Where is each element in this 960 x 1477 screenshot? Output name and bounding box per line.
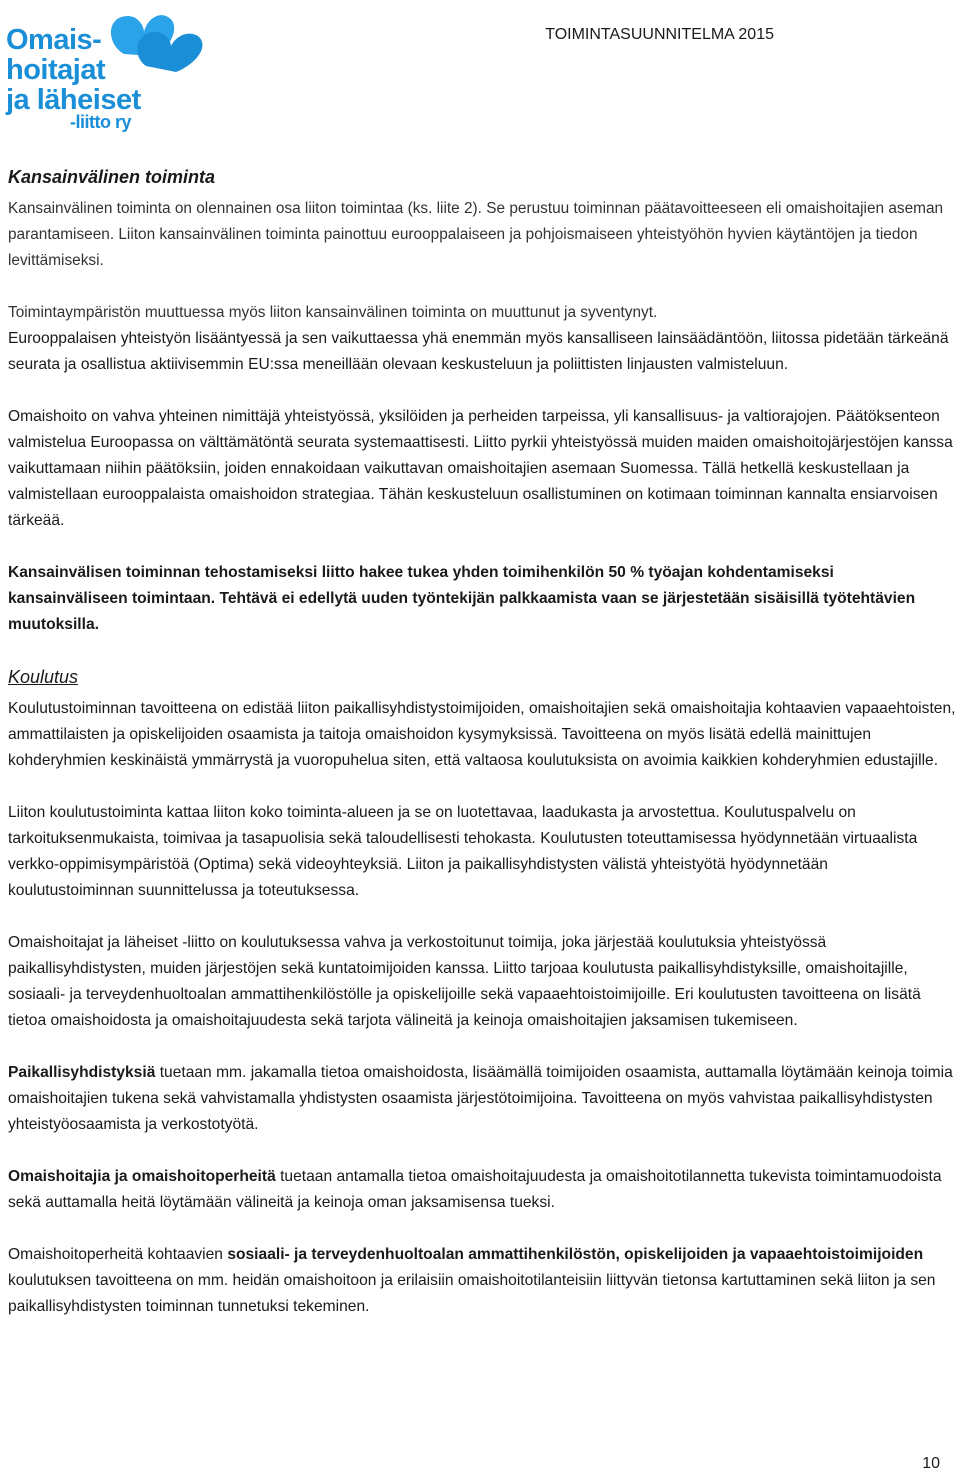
document-title: TOIMINTASUUNNITELMA 2015 (545, 26, 774, 43)
emphasis: Paikallisyhdistyksiä (8, 1064, 156, 1081)
paragraph (8, 1164, 956, 1216)
paragraph: Omaishoitajat ja läheiset -liitto on koulutuksessa vahva ja verkostoitunut toimija, joka järjestää koulutuksia yhteistyössä paikallisyhdistysten, muiden järjestöjen sekä kuntatoimijoiden kanssa. Liitto tarjoaa koulutusta paikallisyhdistyksille, omaishoitajille, sosiaali- ja terveydenhuoltoalan ammattihenkilöstölle ja opiskelijoille sekä vapaaehtoistoimijoille. Eri koulutusten tavoitteena on lisätä tietoa omaishoidosta ja omaishoitajuudesta sekä tarjota välineitä ja keinoja omaishoitajien jaksamisen tukemiseen. (8, 934, 921, 1029)
emphasis: sosiaali- ja terveydenhuoltoalan ammattihenkilöstön, opiskelijoiden ja vapaaehtoistoimijoiden (227, 1246, 924, 1263)
paragraph: Toimintaympäristön muuttuessa myös liiton kansainvälinen toiminta on muuttunut ja syventynyt. (8, 304, 658, 321)
paragraph: Kansainvälinen toiminta on olennainen osa liiton toimintaa (ks. liite 2). Se perustuu toiminnan päätavoitteeseen eli omaishoitajien aseman parantamiseen. Liiton kansainvälinen toiminta painottuu eurooppalaiseen ja pohjoismaiseen yhteistyöhön hyvien käytäntöjen ja tiedon levittämiseksi. (8, 200, 944, 269)
logo-line-2: hoitajat (6, 54, 106, 86)
document-body (8, 164, 956, 1320)
logo-line-4: -liitto ry (70, 112, 131, 132)
paragraph: Eurooppalaisen yhteistyön lisääntyessä ja sen vaikuttaessa yhä enemmän myös kansalliseen lainsäädäntöön, liitossa pidetään tärkeänä seurata ja osallistua aktiivisemmin EU:ssa meneillään olevaan keskusteluun ja poliittisten linjausten valmisteluun. (8, 330, 949, 373)
paragraph-bold: Kansainvälisen toiminnan tehostamiseksi liitto hakee tukea yhden toimihenkilön 50 % työajan kohdentamiseksi kansainväliseen toimintaan. Tehtävä ei edellytä uuden työntekijän palkkaamista vaan se järjestetään sisäisillä työtehtävien muutoksilla. (8, 564, 916, 633)
text: tuetaan antamalla tietoa omaishoitajuudesta ja omaishoitotilannetta tukevista toimintamuodoista sekä auttamalla heitä löytämään välineitä ja keinoja oman jaksamisensa tueksi. (8, 1168, 942, 1211)
text: tuetaan mm. jakamalla tietoa omaishoidosta, lisäämällä toimijoiden osaamista, auttamalla löytämään keinoja toimia omaishoitajien tukena sekä vahvistamalla yhdistysten osaamista järjestötoimijoina. Tavoitteena on myös vahvistaa paikallisyhdistysten yhteistyöosaamista ja verkostotyötä. (8, 1064, 953, 1133)
paragraph: Omaishoito on vahva yhteinen nimittäjä yhteistyössä, yksilöiden ja perheiden tarpeissa, yli kansallisuus- ja valtiorajojen. Päätöksenteon valmistelua Euroopassa on välttämätöntä seurata systemaattisesti. Liitto pyrkii yhteistyössä muiden maiden omaishoitojärjestöjen kanssa vaikuttamaan niihin päätöksiin, joiden ennakoidaan vaikuttavan omaishoitajien asemaan Suomessa. Tällä hetkellä keskustellaan ja valmistellaan eurooppalaista omaishoidon strategiaa. Tähän keskusteluun osallistuminen on kotimaan toiminnan kannalta ensiarvoisen tärkeää. (8, 408, 953, 529)
organization-logo (6, 6, 206, 132)
text: koulutuksen tavoitteena on mm. heidän omaishoitoon ja erilaisiin omaishoitotilanteisiin liittyvän tietonsa kartuttaminen sekä liiton ja sen paikallisyhdistysten toiminnan tunnetuksi tekeminen. (8, 1272, 936, 1315)
logo-line-3: ja läheiset (6, 84, 141, 116)
paragraph: Koulutustoiminnan tavoitteena on edistää liiton paikallisyhdistystoimijoiden, omaishoitajien sekä omaishoitajia kohtaavien vapaaehtoisten, ammattilaisten ja opiskelijoiden osaamista ja taitoja omaishoidon kysymyksissä. Tavoitteena on myös lisätä edellä mainittujen kohderyhmien keskinäistä ymmärrystä ja vuoropuhelua siten, että valtaosa koulutuksista on avoimia kaikkien kohderyhmien edustajille. (8, 700, 956, 769)
page-number: 10 (922, 1455, 940, 1472)
paragraph: Liiton koulutustoiminta kattaa liiton koko toiminta-alueen ja se on luotettavaa, laadukasta ja arvostettua. Koulutuspalvelu on tarkoituksenmukaista, toimivaa ja tasapuolisia sekä taloudellisesti tehokasta. Koulutusten toteuttamisessa hyödynnetään virtuaalista verkko-oppimisympäristöä (Optima) sekä videoyhteyksiä. Liiton ja paikallisyhdistysten välistä yhteistyötä hyödynnetään koulutustoiminnan suunnittelussa ja toteutuksessa. (8, 804, 918, 899)
paragraph (8, 1242, 956, 1320)
emphasis: Omaishoitajia ja omaishoitoperheitä (8, 1168, 276, 1185)
section-heading-education: Koulutus (8, 667, 79, 687)
logo-line-1: Omais- (6, 24, 102, 56)
section-heading-international: Kansainvälinen toiminta (8, 167, 216, 187)
text: Omaishoitoperheitä kohtaavien (8, 1246, 228, 1263)
paragraph (8, 1060, 956, 1138)
